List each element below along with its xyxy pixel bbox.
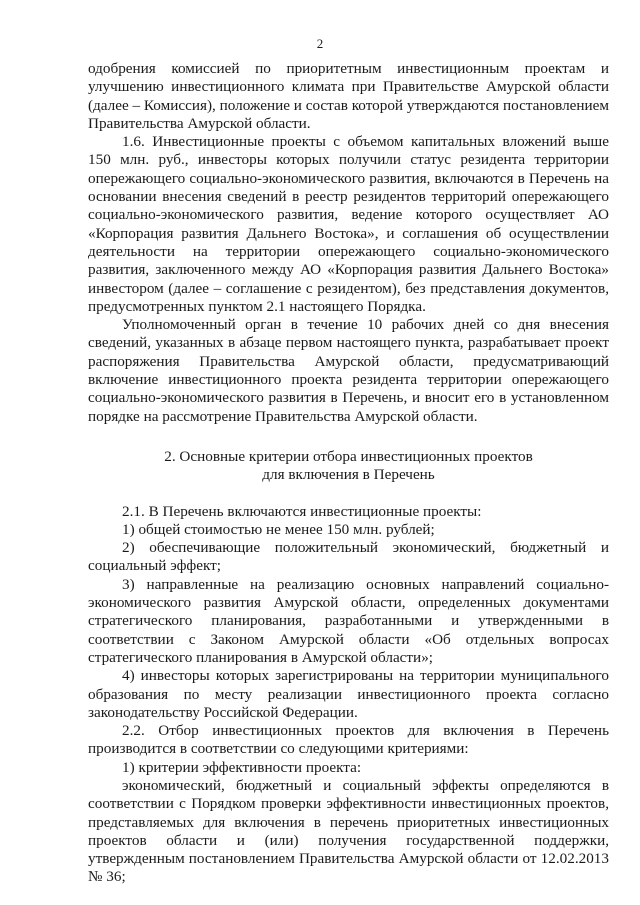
paragraph: Уполномоченный орган в течение 10 рабочих дней со дня внесения сведений, указанных в абзаце первом настоящего пункта, разрабатывает проект распоряжения Правительства Амурской области, предусматривающий включение инвестиционного проекта резидента территории опережающего социально-экономического развития в Перечень, и вносит его в установленном порядке на рассмотрение Правительства Амурской области. — [88, 316, 609, 425]
section-heading — [88, 448, 609, 485]
section-heading-line: для включения в Перечень — [262, 466, 435, 484]
list-item: 2) обеспечивающие положительный экономический, бюджетный и социальный эффект; — [88, 539, 609, 575]
list-item: 4) инвесторы которых зарегистрированы на территории муниципального образования по месту реализации инвестиционного проекта согласно законодательству Российской Федерации. — [88, 667, 609, 721]
list-item: 3) направленные на реализацию основных направлений социально-экономического развития Амурской области, определенных документами стратегического планирования, разработанными и утвержденными в соответствии с Законом Амурской области «Об отдельных вопросах стратегического планирования в Амурской области»; — [88, 575, 609, 666]
list-item: 1) критерии эффективности проекта: — [122, 758, 362, 776]
section-heading-line: 2. Основные критерии отбора инвестиционных проектов — [164, 447, 533, 465]
paragraph: 2.1. В Перечень включаются инвестиционные проекты: — [122, 502, 482, 520]
list-item: 1) общей стоимостью не менее 150 млн. рублей; — [122, 520, 435, 538]
paragraph: 1.6. Инвестиционные проекты с объемом капитальных вложений выше 150 млн. руб., инвесторы которых получили статус резидента территории опережающего социально-экономического развития, включаются в Перечень на основании внесения сведений в реестр резидентов территорий опережающего социально-экономического развития, ведение которого осуществляет АО «Корпорация развития Дальнего Востока», и соглашения об осуществлении деятельности на территории опережающего социально-экономического развития, заключенного между АО «Корпорация развития Дальнего Востока» инвестором (далее – соглашение с резидентом), без представления документов, предусмотренных пунктом 2.1 настоящего Порядка. — [88, 133, 609, 315]
paragraph: экономический, бюджетный и социальный эффекты определяются в соответствии с Порядком проверки эффективности инвестиционных проектов, представляемых для включения в перечень приоритетных инвестиционных проектов области и (или) получения государственной поддержки, утвержденным постановлением Правительства Амурской области от 12.02.2013 № 36; — [88, 776, 609, 886]
paragraph: 2.2. Отбор инвестиционных проектов для включения в Перечень производится в соответствии со следующими критериями: — [88, 722, 609, 758]
paragraph: одобрения комиссией по приоритетным инвестиционным проектам и улучшению инвестиционного климата при Правительстве Амурской области (далее – Комиссия), положение и состав которой утверждаются постановлением Правительства Амурской области. — [88, 60, 609, 132]
page-number: 2 — [316, 36, 324, 51]
document-body — [88, 60, 609, 887]
